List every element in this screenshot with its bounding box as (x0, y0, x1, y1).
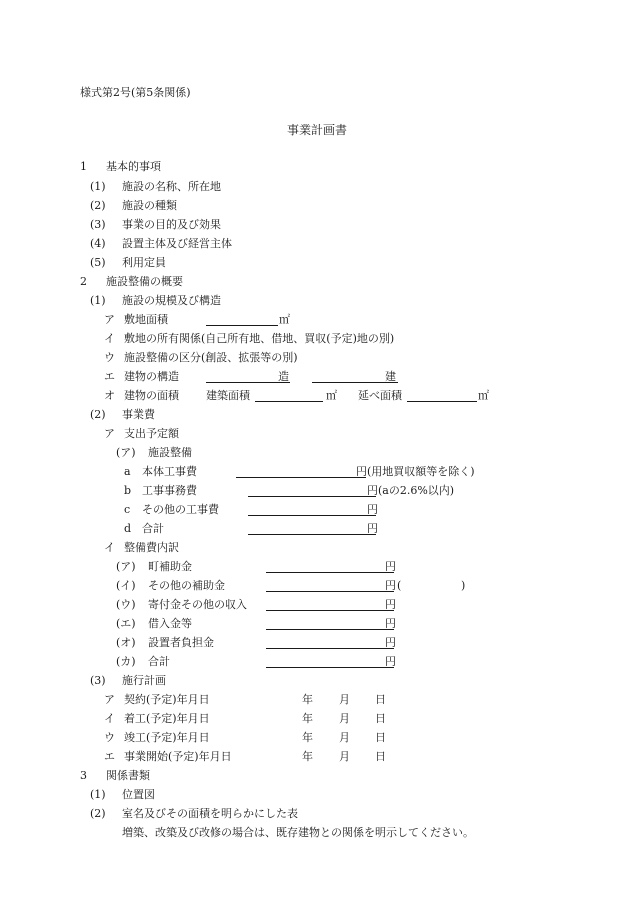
funding-row-unit: 円 (385, 617, 396, 630)
funding-row-num: (エ) (116, 617, 136, 630)
cost-row-blank[interactable] (236, 477, 366, 478)
cost-row-num: b (124, 484, 132, 497)
cost-row-num: d (124, 522, 132, 535)
section-3-number: 3 (80, 769, 87, 782)
floor-area-blank[interactable] (255, 401, 323, 402)
funding-breakdown-num: イ (104, 541, 115, 554)
s2-p1-heading: 施設の規模及び構造 (122, 294, 221, 307)
schedule-row-label: 竣工(予定)年月日 (124, 731, 210, 744)
cost-row-label: 工事事務費 (142, 484, 197, 497)
s1-item-num: (2) (90, 199, 106, 212)
section-1-heading: 基本的事項 (106, 160, 161, 173)
s1-item-text: 設置主体及び経営主体 (122, 237, 232, 250)
total-floor-area-blank[interactable] (407, 401, 477, 402)
schedule-row-num: ウ (104, 731, 115, 744)
funding-row-num: (カ) (116, 655, 136, 668)
building-area-label: 建物の面積 (124, 389, 179, 402)
schedule-row-num: エ (104, 750, 115, 763)
schedule-row-label: 事業開始(予定)年月日 (124, 750, 232, 763)
schedule-row-label: 契約(予定)年月日 (124, 693, 210, 706)
s1-item-text: 施設の種類 (122, 199, 177, 212)
day-label: 日 (375, 712, 386, 725)
planned-expense-num: ア (104, 427, 115, 440)
facility-maintenance-num: (ア) (116, 446, 136, 459)
s1-item-num: (3) (90, 218, 106, 231)
funding-row-unit: 円 (385, 598, 396, 611)
planned-expense-heading: 支出予定額 (124, 427, 179, 440)
document-title: 事業計画書 (287, 123, 348, 137)
s2-p2-num: (2) (90, 408, 106, 421)
funding-row-label: 町補助金 (148, 560, 192, 573)
s1-item-text: 事業の目的及び効果 (122, 218, 221, 231)
funding-row-label: その他の補助金 (148, 579, 225, 592)
s1-item-num: (1) (90, 180, 106, 193)
funding-row-num: (ア) (116, 560, 136, 573)
cost-row-num: a (124, 465, 131, 478)
site-area-num: ア (104, 313, 115, 326)
s3-item-num: (1) (90, 788, 106, 801)
floors-unit: 建 (385, 370, 396, 383)
s1-item-text: 施設の名称、所在地 (122, 180, 221, 193)
funding-row-blank[interactable] (266, 591, 394, 592)
cost-row-label: 合計 (142, 522, 164, 535)
month-label: 月 (339, 731, 350, 744)
total-floor-area-unit: ㎡ (478, 389, 489, 402)
funding-row-blank[interactable] (266, 648, 394, 649)
funding-row-unit: 円 (385, 560, 396, 573)
funding-row-unit: 円 (385, 636, 396, 649)
s3-item-text: 室名及びその面積を明らかにした表 (122, 807, 298, 820)
cost-row-unit: 円 (367, 503, 378, 516)
section-2-heading: 施設整備の概要 (106, 275, 183, 288)
funding-row-num: (イ) (116, 579, 136, 592)
funding-row-blank[interactable] (266, 572, 394, 573)
funding-row-unit: 円 (385, 579, 396, 592)
cost-row-num: c (124, 503, 131, 516)
other-subsidy-paren-open: ( (397, 579, 402, 592)
cost-row-blank[interactable] (248, 515, 376, 516)
section-2-number: 2 (80, 275, 87, 288)
month-label: 月 (339, 712, 350, 725)
funding-row-blank[interactable] (266, 629, 394, 630)
s1-item-num: (4) (90, 237, 106, 250)
funding-row-label: 合計 (148, 655, 170, 668)
funding-row-unit: 円 (385, 655, 396, 668)
month-label: 月 (339, 750, 350, 763)
s3-item-text: 位置図 (122, 788, 155, 801)
s2-p1-num: (1) (90, 294, 106, 307)
cost-row-unit: 円 (367, 522, 378, 535)
funding-row-label: 寄付金その他の収入 (148, 598, 247, 611)
total-floor-area-sublabel: 延べ面積 (358, 389, 402, 402)
building-structure-num: エ (104, 370, 115, 383)
funding-row-blank[interactable] (266, 667, 394, 668)
facility-maintenance-heading: 施設整備 (148, 446, 192, 459)
year-label: 年 (302, 750, 313, 763)
schedule-row-label: 着工(予定)年月日 (124, 712, 210, 725)
s1-item-text: 利用定員 (122, 256, 166, 269)
funding-row-blank[interactable] (266, 610, 394, 611)
s2-p3-heading: 施行計画 (122, 674, 166, 687)
s1-item-num: (5) (90, 256, 106, 269)
cost-row-blank[interactable] (248, 496, 376, 497)
day-label: 日 (375, 750, 386, 763)
schedule-row-num: ア (104, 693, 115, 706)
cost-row-unit: 円 (367, 484, 378, 497)
site-area-unit: ㎡ (279, 313, 290, 326)
building-area-num: オ (104, 389, 115, 402)
cost-row-blank[interactable] (248, 534, 376, 535)
month-label: 月 (339, 693, 350, 706)
day-label: 日 (375, 731, 386, 744)
land-ownership-num: イ (104, 332, 115, 345)
section-3-heading: 関係書類 (106, 769, 150, 782)
funding-breakdown-heading: 整備費内訳 (124, 541, 179, 554)
other-subsidy-paren-close: ) (461, 579, 466, 592)
construction-type-label: 施設整備の区分(創設、拡張等の別) (124, 351, 298, 364)
cost-row-note: (aの2.6%以内) (378, 484, 455, 497)
day-label: 日 (375, 693, 386, 706)
s3-note: 増築、改築及び改修の場合は、既存建物との関係を明示してください。 (122, 826, 474, 839)
building-structure-label: 建物の構造 (124, 370, 179, 383)
year-label: 年 (302, 693, 313, 706)
s2-p2-heading: 事業費 (122, 408, 155, 421)
schedule-row-num: イ (104, 712, 115, 725)
funding-row-label: 借入金等 (148, 617, 192, 630)
structure-unit: 造 (278, 370, 289, 383)
cost-row-unit: 円 (356, 465, 367, 478)
funding-row-num: (オ) (116, 636, 136, 649)
year-label: 年 (302, 731, 313, 744)
cost-row-note: (用地買収額等を除く) (367, 465, 475, 478)
form-label: 様式第2号(第5条関係) (80, 86, 191, 99)
year-label: 年 (302, 712, 313, 725)
site-area-label: 敷地面積 (124, 313, 168, 326)
s3-item-num: (2) (90, 807, 106, 820)
floor-area-sublabel: 建築面積 (206, 389, 250, 402)
section-1-number: 1 (80, 160, 87, 173)
cost-row-label: その他の工事費 (142, 503, 219, 516)
land-ownership-label: 敷地の所有関係(自己所有地、借地、買収(予定)地の別) (124, 332, 395, 345)
cost-row-label: 本体工事費 (142, 465, 197, 478)
construction-type-num: ウ (104, 351, 115, 364)
funding-row-label: 設置者負担金 (148, 636, 214, 649)
site-area-blank[interactable] (206, 325, 278, 326)
funding-row-num: (ウ) (116, 598, 136, 611)
s2-p3-num: (3) (90, 674, 106, 687)
floor-area-unit: ㎡ (326, 389, 337, 402)
